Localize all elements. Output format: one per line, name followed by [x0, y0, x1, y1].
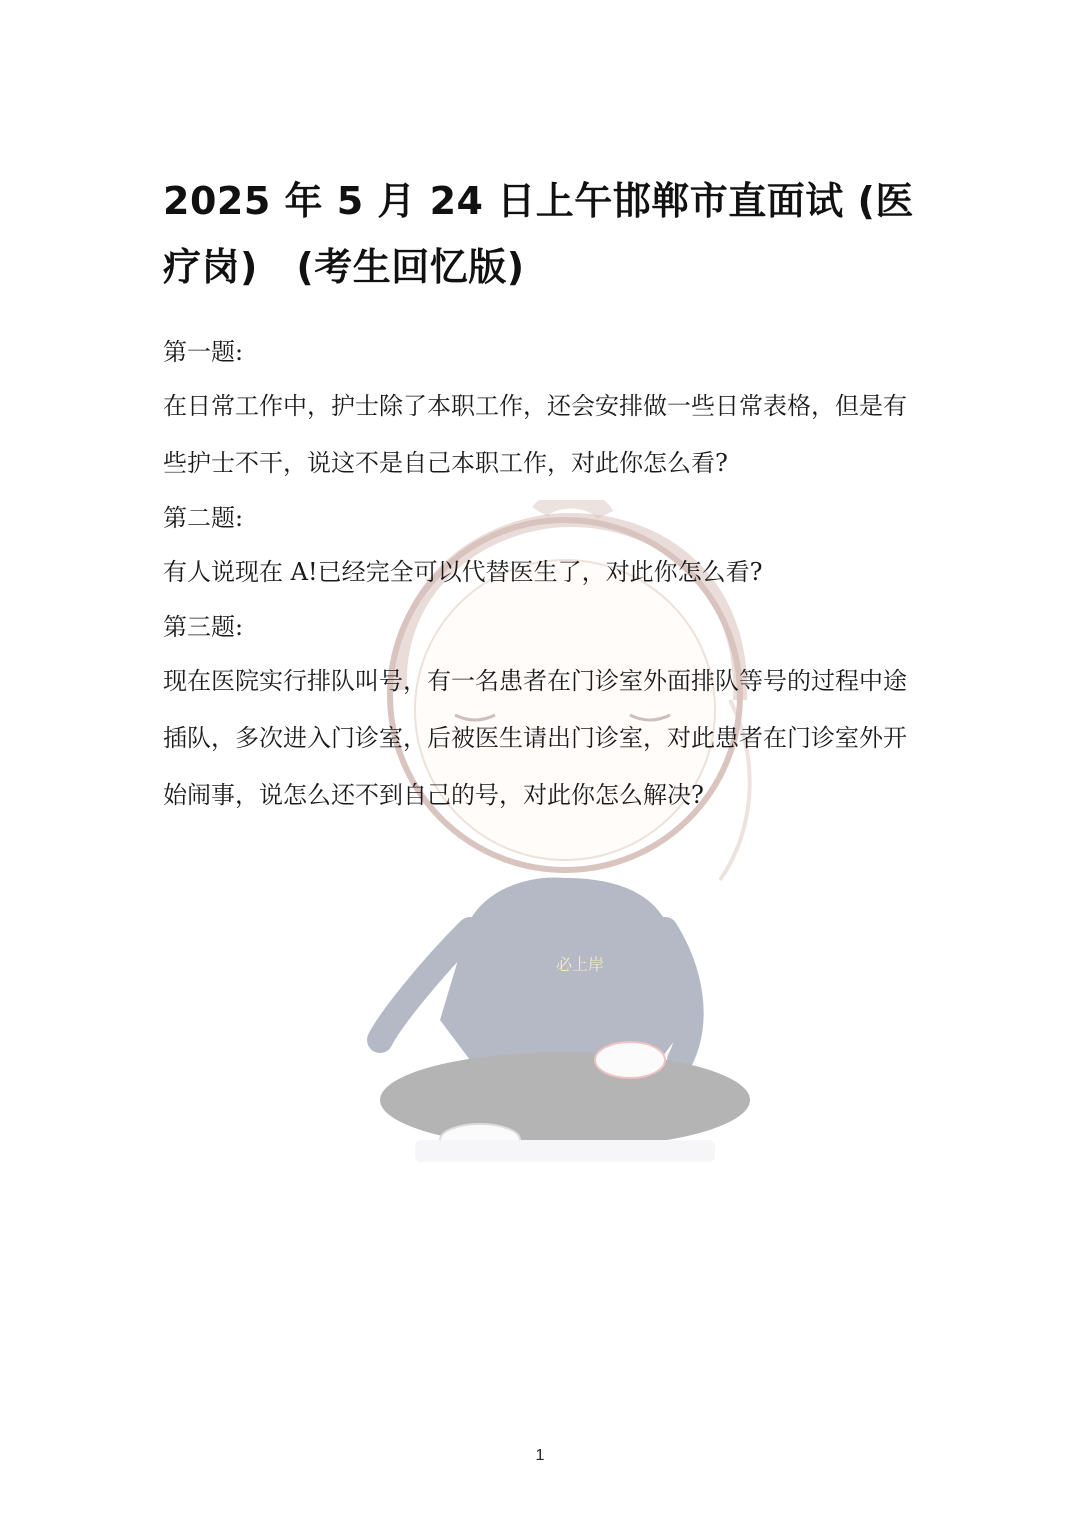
question-2-heading: 第二题:	[163, 504, 244, 532]
document-title: 2025 年 5 月 24 日上午邯郸市直面试 (医疗岗) (考生回忆版)	[163, 179, 914, 289]
question-3-body: 现在医院实行排队叫号，有一名患者在门诊室外面排队等号的过程中途插队，多次进入门诊室，后被医生请出门诊室，对此患者在门诊室外开始闹事，说怎么还不到自己的号，对此你怎么解决?	[163, 667, 907, 809]
page-number: 1	[535, 1447, 545, 1464]
shirt-text: 必上岸	[555, 955, 605, 974]
question-3-heading: 第三题:	[163, 613, 244, 641]
question-1-body: 在日常工作中，护士除了本职工作，还会安排做一些日常表格，但是有些护士不干，说这不是自己本职工作，对此你怎么看?	[163, 392, 907, 477]
question-1-heading: 第一题:	[163, 338, 244, 366]
crossed-legs	[380, 1052, 750, 1148]
cushion	[415, 1140, 715, 1162]
question-2-body: 有人说现在 A!已经完全可以代替医生了，对此你怎么看?	[163, 558, 763, 586]
right-shoe	[595, 1042, 665, 1078]
document-content	[163, 168, 923, 836]
question-list	[163, 338, 923, 824]
